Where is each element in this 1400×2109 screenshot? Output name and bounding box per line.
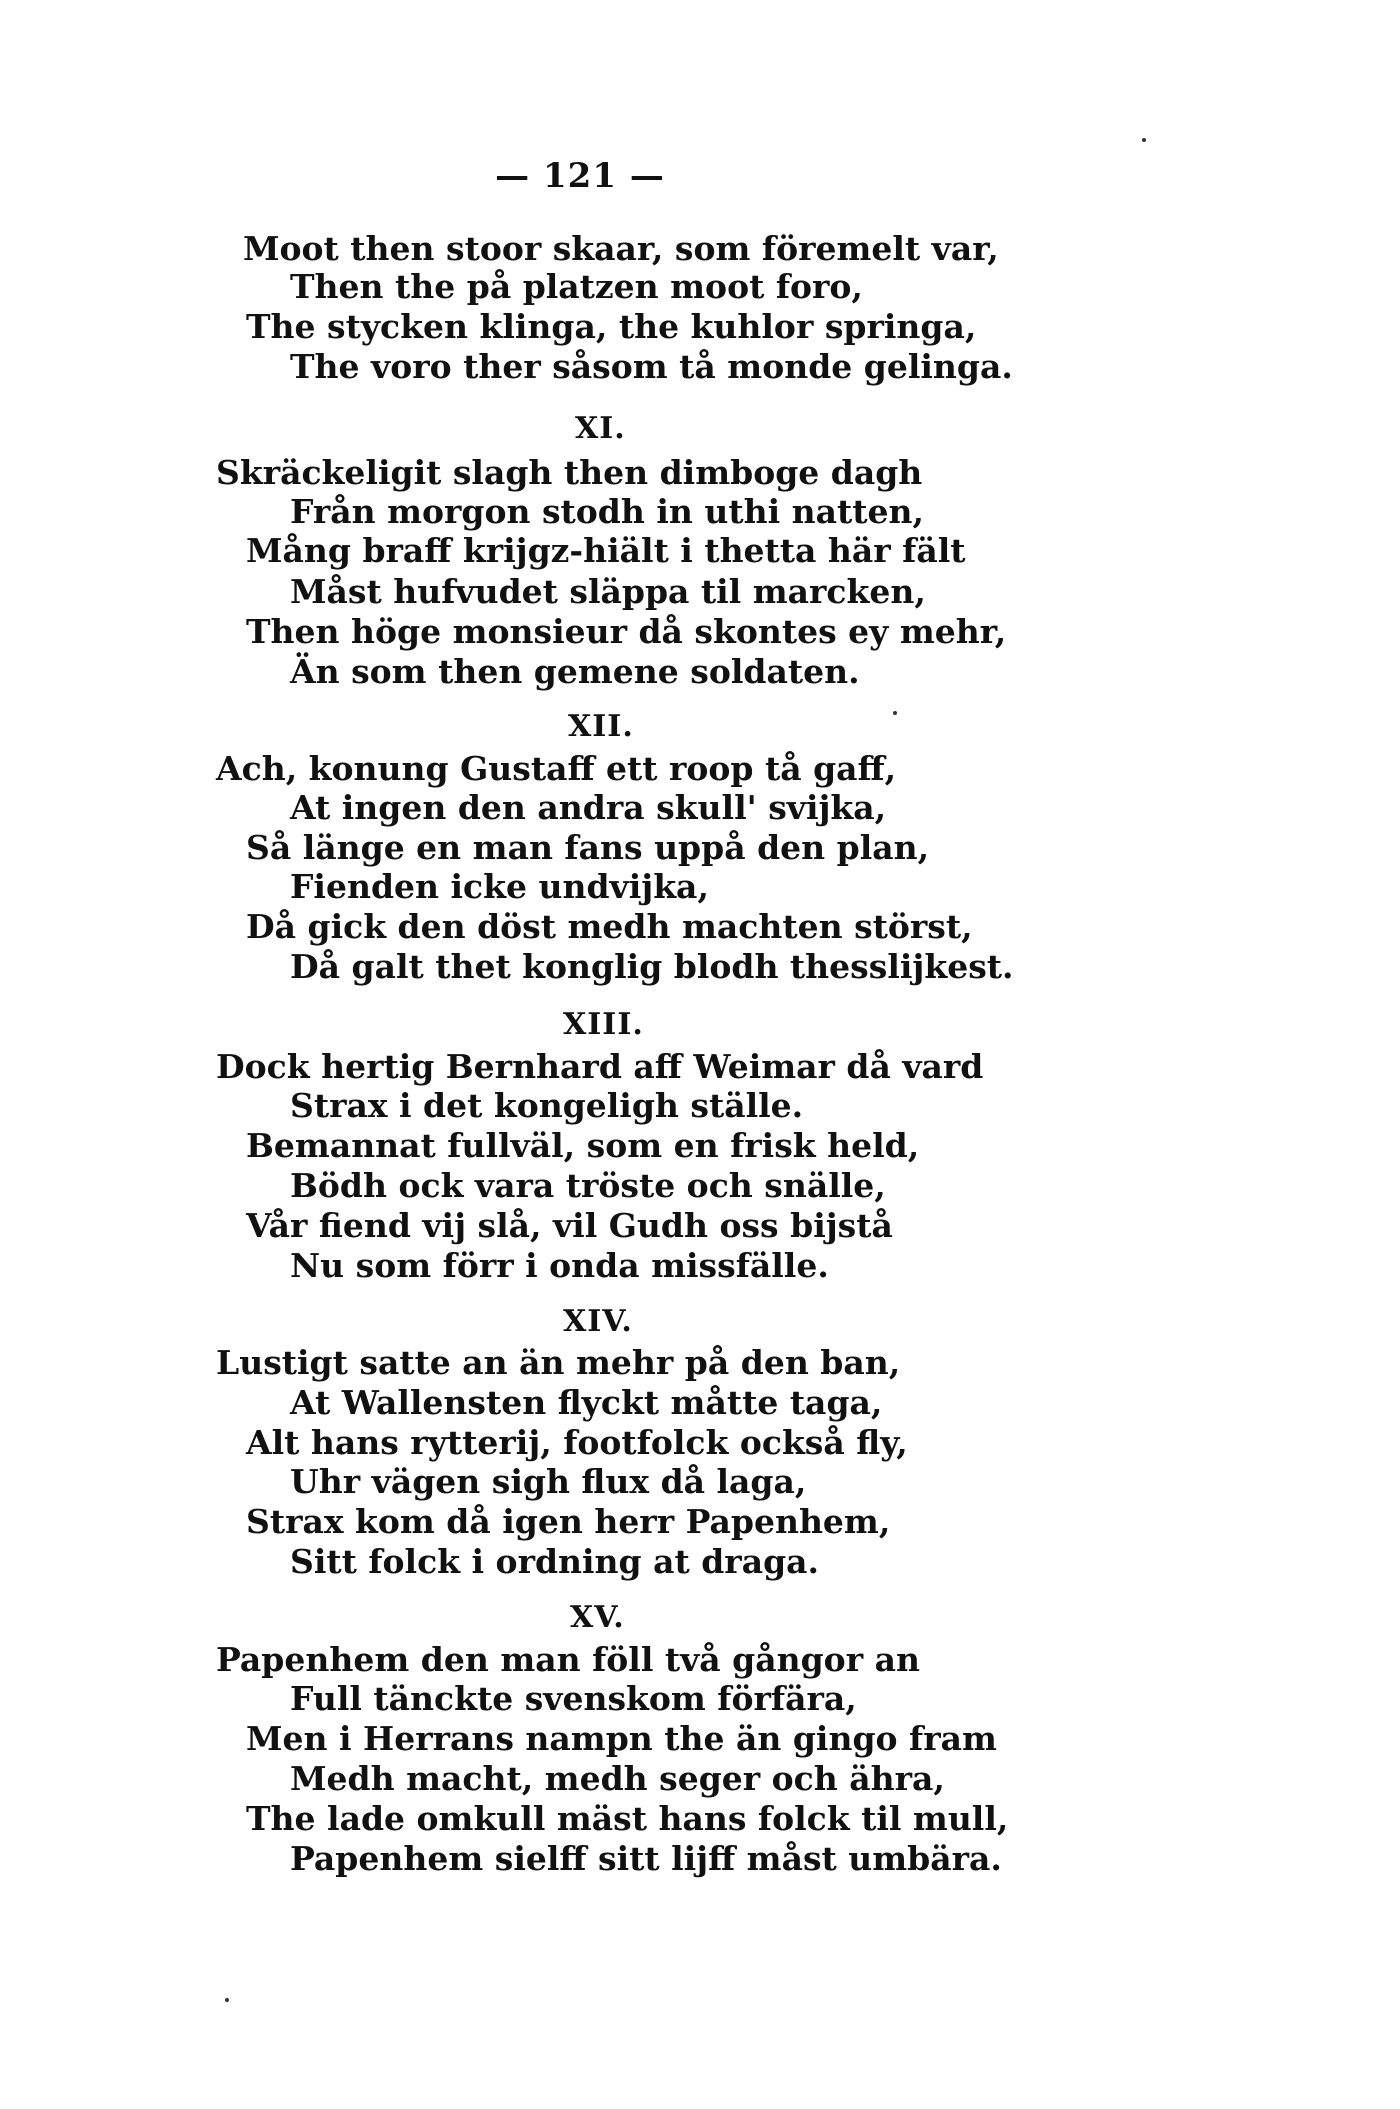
verse-line: Medh macht, medh seger och ähra, <box>290 1759 945 1798</box>
verse-line: The voro ther såsom tå monde gelinga. <box>290 347 1013 386</box>
verse-line: Mång braff krijgz-hiält i thetta här fält <box>246 531 966 570</box>
verse-line: Fienden icke undvijka, <box>290 867 709 906</box>
verse-line: Bemannat fullväl, som en frisk held, <box>246 1126 920 1165</box>
stanza-numeral: XI. <box>575 411 626 446</box>
verse-line: Måst hufvudet släppa til marcken, <box>290 572 926 611</box>
stanza-numeral: XII. <box>568 709 634 744</box>
verse-line: Men i Herrans nampn the än gingo fram <box>246 1719 997 1758</box>
verse-line: Då gick den döst medh machten störst, <box>246 907 973 946</box>
verse-line: Then the på platzen moot foro, <box>290 267 863 306</box>
verse-line: Sitt folck i ordning at draga. <box>290 1542 820 1581</box>
stanza-numeral: XIII. <box>563 1007 644 1042</box>
verse-line: Papenhem sielff sitt lijff måst umbära. <box>290 1839 1002 1878</box>
paper-speck <box>225 1998 229 2002</box>
verse-line: Strax i det kongeligh ställe. <box>290 1086 804 1125</box>
verse-line: Lustigt satte an än mehr på den ban, <box>216 1343 901 1382</box>
verse-line: Dock hertig Bernhard aff Weimar då vard <box>216 1047 984 1086</box>
paper-speck <box>1142 138 1146 142</box>
verse-line: At Wallensten flyckt måtte taga, <box>290 1383 883 1422</box>
verse-line: Papenhem den man föll två gångor an <box>216 1640 920 1679</box>
verse-line: Nu som förr i onda missfälle. <box>290 1246 829 1285</box>
verse-line: Then höge monsieur då skontes ey mehr, <box>246 612 1007 651</box>
verse-line: Skräckeligit slagh then dimboge dagh <box>216 453 923 492</box>
verse-line: Från morgon stodh in uthi natten, <box>290 492 924 531</box>
verse-line: Uhr vägen sigh flux då laga, <box>290 1462 807 1501</box>
verse-line: Så länge en man fans uppå den plan, <box>246 828 930 867</box>
verse-line: Alt hans rytterij, footfolck också fly, <box>246 1423 908 1462</box>
verse-line: Full tänckte svenskom förfära, <box>290 1679 857 1718</box>
verse-line: Vår fiend vij slå, vil Gudh oss bijstå <box>246 1206 893 1245</box>
verse-line: Moot then stoor skaar, som föremelt var, <box>243 229 999 268</box>
verse-line: Bödh ock vara tröste och snälle, <box>290 1166 886 1205</box>
paper-speck <box>893 711 897 715</box>
verse-line: The stycken klinga, the kuhlor springa, <box>246 307 977 346</box>
verse-line: Då galt thet konglig blodh thesslijkest. <box>290 947 1014 986</box>
verse-line: Strax kom då igen herr Papenhem, <box>246 1502 891 1541</box>
stanza-numeral: XV. <box>570 1600 625 1635</box>
verse-line: Ach, konung Gustaff ett roop tå gaff, <box>216 749 897 788</box>
verse-line: At ingen den andra skull' svijka, <box>290 788 887 827</box>
verse-line: Än som then gemene soldaten. <box>290 652 860 691</box>
page-number: — 121 — <box>495 156 665 196</box>
verse-line: The lade omkull mäst hans folck til mull, <box>246 1799 1009 1838</box>
stanza-numeral: XIV. <box>563 1304 633 1339</box>
